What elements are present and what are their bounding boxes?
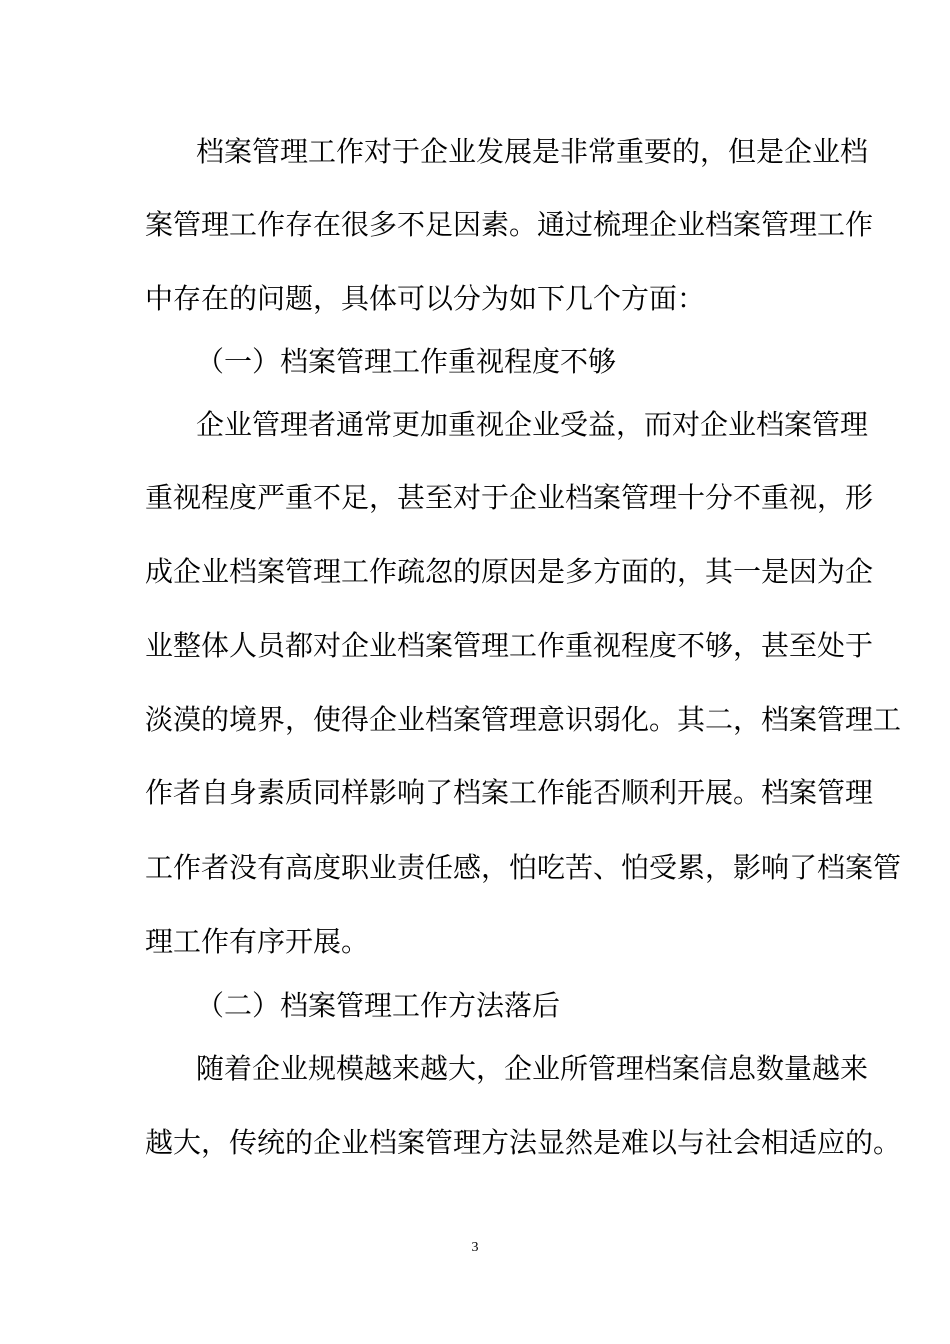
paragraph-2-line-7: 工作者没有高度职业责任感，怕吃苦、怕受累，影响了档案管 [145,851,902,884]
paragraph-2-line-3: 成企业档案管理工作疏忽的原因是多方面的，其一是因为企 [145,555,874,588]
section-heading-2: （二）档案管理工作方法落后 [196,989,561,1022]
paragraph-3-line-1: 随着企业规模越来越大，企业所管理档案信息数量越来 [196,1052,869,1085]
paragraph-3-line-2: 越大，传统的企业档案管理方法显然是难以与社会相适应的。 [145,1126,902,1159]
paragraph-1-line-3: 中存在的问题，具体可以分为如下几个方面： [145,282,706,315]
paragraph-2-line-4: 业整体人员都对企业档案管理工作重视程度不够，甚至处于 [145,629,874,662]
paragraph-2-line-2: 重视程度严重不足，甚至对于企业档案管理十分不重视，形 [145,481,874,514]
section-heading-1: （一）档案管理工作重视程度不够 [196,345,617,378]
paragraph-2-line-6: 作者自身素质同样影响了档案工作能否顺利开展。档案管理 [145,776,874,809]
page-number: 3 [471,1240,479,1255]
paragraph-1-line-1: 档案管理工作对于企业发展是非常重要的，但是企业档 [196,135,869,168]
paragraph-1-line-2: 案管理工作存在很多不足因素。通过梳理企业档案管理工作 [145,208,874,241]
paragraph-2-line-1: 企业管理者通常更加重视企业受益，而对企业档案管理 [196,408,869,441]
paragraph-2-line-8: 理工作有序开展。 [145,925,370,958]
paragraph-2-line-5: 淡漠的境界，使得企业档案管理意识弱化。其二，档案管理工 [145,703,902,736]
